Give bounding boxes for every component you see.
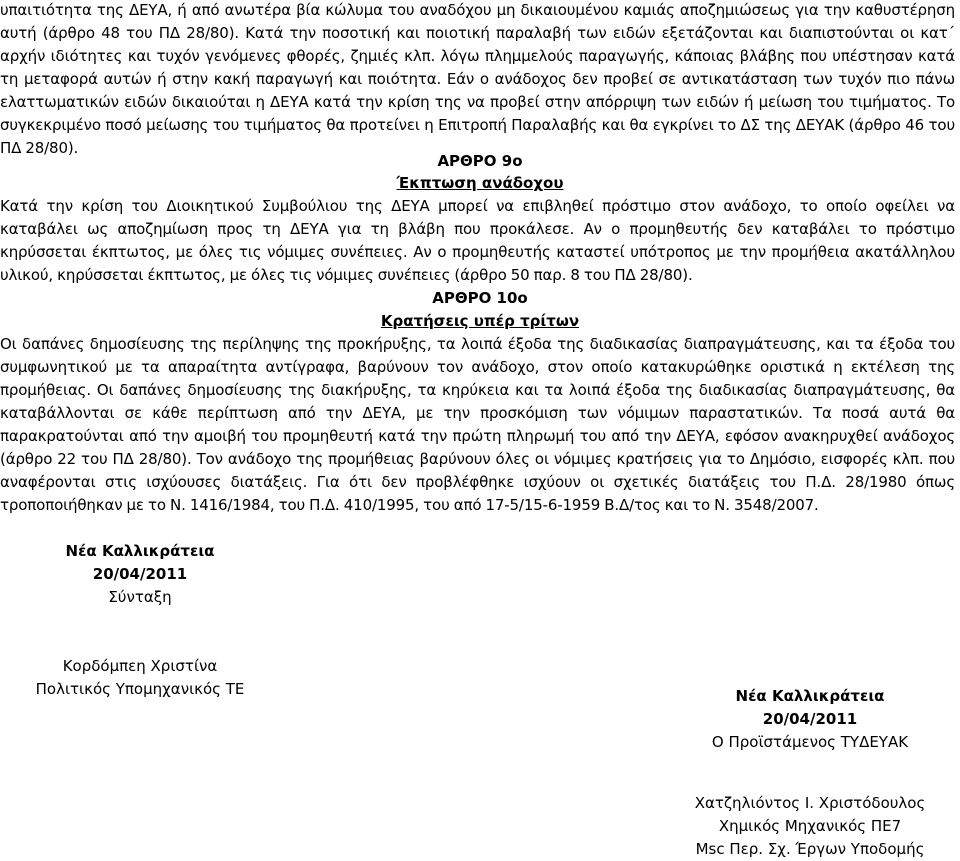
signature-right-extra: Msc Περ. Σχ. Έργων Υποδομής <box>695 840 925 858</box>
article-9-subtitle: Έκπτωση ανάδοχου <box>396 174 564 192</box>
signature-right-title: Χημικός Μηχανικός ΠΕ7 <box>718 817 902 835</box>
signature-block-right <box>660 685 960 861</box>
signature-left-place: Νέα Καλλικράτεια <box>65 542 215 560</box>
signature-right-role: Ο Προϊστάμενος ΤΥΔΕΥΑΚ <box>711 733 909 751</box>
article-10-subtitle: Κρατήσεις υπέρ τρίτων <box>380 312 580 330</box>
paragraph-delivery-inspection: υπαιτιότητα της ΔΕΥΑ, ή από ανωτέρα βία κώλυμα του αναδόχου μη δικαιουμένου καμιάς αποζημιώσεως για την καθυστέρηση αυτή (άρθρο 48 του ΠΔ 28/80). Κατά την ποσοτική και ποιοτική παραλαβή των ειδών εξετάζονται και διαπιστούνται οι κατ΄ αρχήν ιδιότητες και τυχόν γενόμενες φθορές, ζημιές κλπ. λόγω πλημμελούς παραγωγής, κάποιας βλάβης που υπέστησαν κατά τη μεταφορά αυτών ή στην κακή παραγωγή και ποιότητα. Εάν ο ανάδοχος δεν προβεί σε αντικατάσταση των τυχόν πιο πάνω ελαττωματικών ειδών δικαιούται η ΔΕΥΑ κατά την κρίση της να προβεί στην απόρριψη των ειδών ή μείωση του τιμήματος. Το συγκεκριμένο ποσό μείωσης του τιμήματος θα προτείνει η Επιτροπή Παραλαβής και θα εγκρίνει το ΔΣ της ΔΕΥΑΚ (άρθρο 46 του ΠΔ 28/80). <box>0 1 955 157</box>
article-10-title: ΑΡΘΡΟ 10ο <box>432 289 528 307</box>
signature-left-role: Σύνταξη <box>108 588 172 606</box>
article-9-text: Κατά την κρίση του Διοικητικού Συμβούλιου της ΔΕΥΑ μπορεί να επιβληθεί πρόστιμο στον ανάδοχο, το οποίο οφείλει να καταβάλει ως αποζημίωση προς τη ΔΕΥΑ για τη βλάβη που προκάλεσε. Αν ο προμηθευτής δεν καταβάλει το πρόστιμο κηρύσσεται έκπτωτος, με όλες τις νόμιμες συνέπειες. Αν ο προμηθευτής καταστεί υπότροπος με την προμήθεια ακατάλληλου υλικού, κηρύσσεται έκπτωτος, με όλες τις νόμιμες συνέπειες (άρθρο 50 παρ. 8 του ΠΔ 28/80). <box>0 197 955 284</box>
signature-block-left <box>20 540 260 701</box>
signature-right-name: Χατζηλιόντος Ι. Χριστόδουλος <box>694 794 926 812</box>
article-9-title: ΑΡΘΡΟ 9ο <box>437 152 523 170</box>
signature-left-date: 20/04/2011 <box>92 565 188 583</box>
signature-right-place: Νέα Καλλικράτεια <box>735 687 885 705</box>
signature-left-title: Πολιτικός Υποµηχανικός ΤΕ <box>35 680 245 698</box>
signature-right-date: 20/04/2011 <box>762 710 858 728</box>
signature-left-name: Κορδόμπεη Χριστίνα <box>62 657 218 675</box>
article-10-text: Οι δαπάνες δημοσίευσης της περίληψης της προκήρυξης, τα λοιπά έξοδα της διαδικασίας διαπραγμάτευσης, και τα έξοδα του συμφωνητικού με τα απαραίτητα αντίγραφα, βαρύνουν τον ανάδοχο, στον οποίο κατακυρώθηκε οριστικά η εκτέλεση της προμήθειας. Οι δαπάνες δημοσίευσης της διακήρυξης, τα κηρύκεια και τα λοιπά έξοδα της διαδικασίας διαπραγμάτευσης, θα καταβάλλονται σε κάθε περίπτωση από την ΔΕΥΑ, με την προσκόμιση των νόμιμων παραστατικών. Τα ποσά αυτά θα παρακρατούνται από την αμοιβή του προμηθευτή κατά την πρώτη πληρωμή του από την ΔΕΥΑ, εφόσον ανακηρυχθεί ανάδοχος (άρθρο 22 του ΠΔ 28/80). Τον ανάδοχο της προμήθειας βαρύνουν όλες οι νόμιμες κρατήσεις για το Δημόσιο, εισφορές κλπ. που αναφέρονται στις ισχύουσες διατάξεις. Για ότι δεν προβλέφθηκε ισχύουν οι σχετικές διατάξεις του Π.Δ. 28/1980 όπως τροποποιήθηκαν με το Ν. 1416/1984, του Π.Δ. 410/1995, του από 17-5/15-6-1959 Β.Δ/τος και το Ν. 3548/2007. <box>0 335 955 514</box>
